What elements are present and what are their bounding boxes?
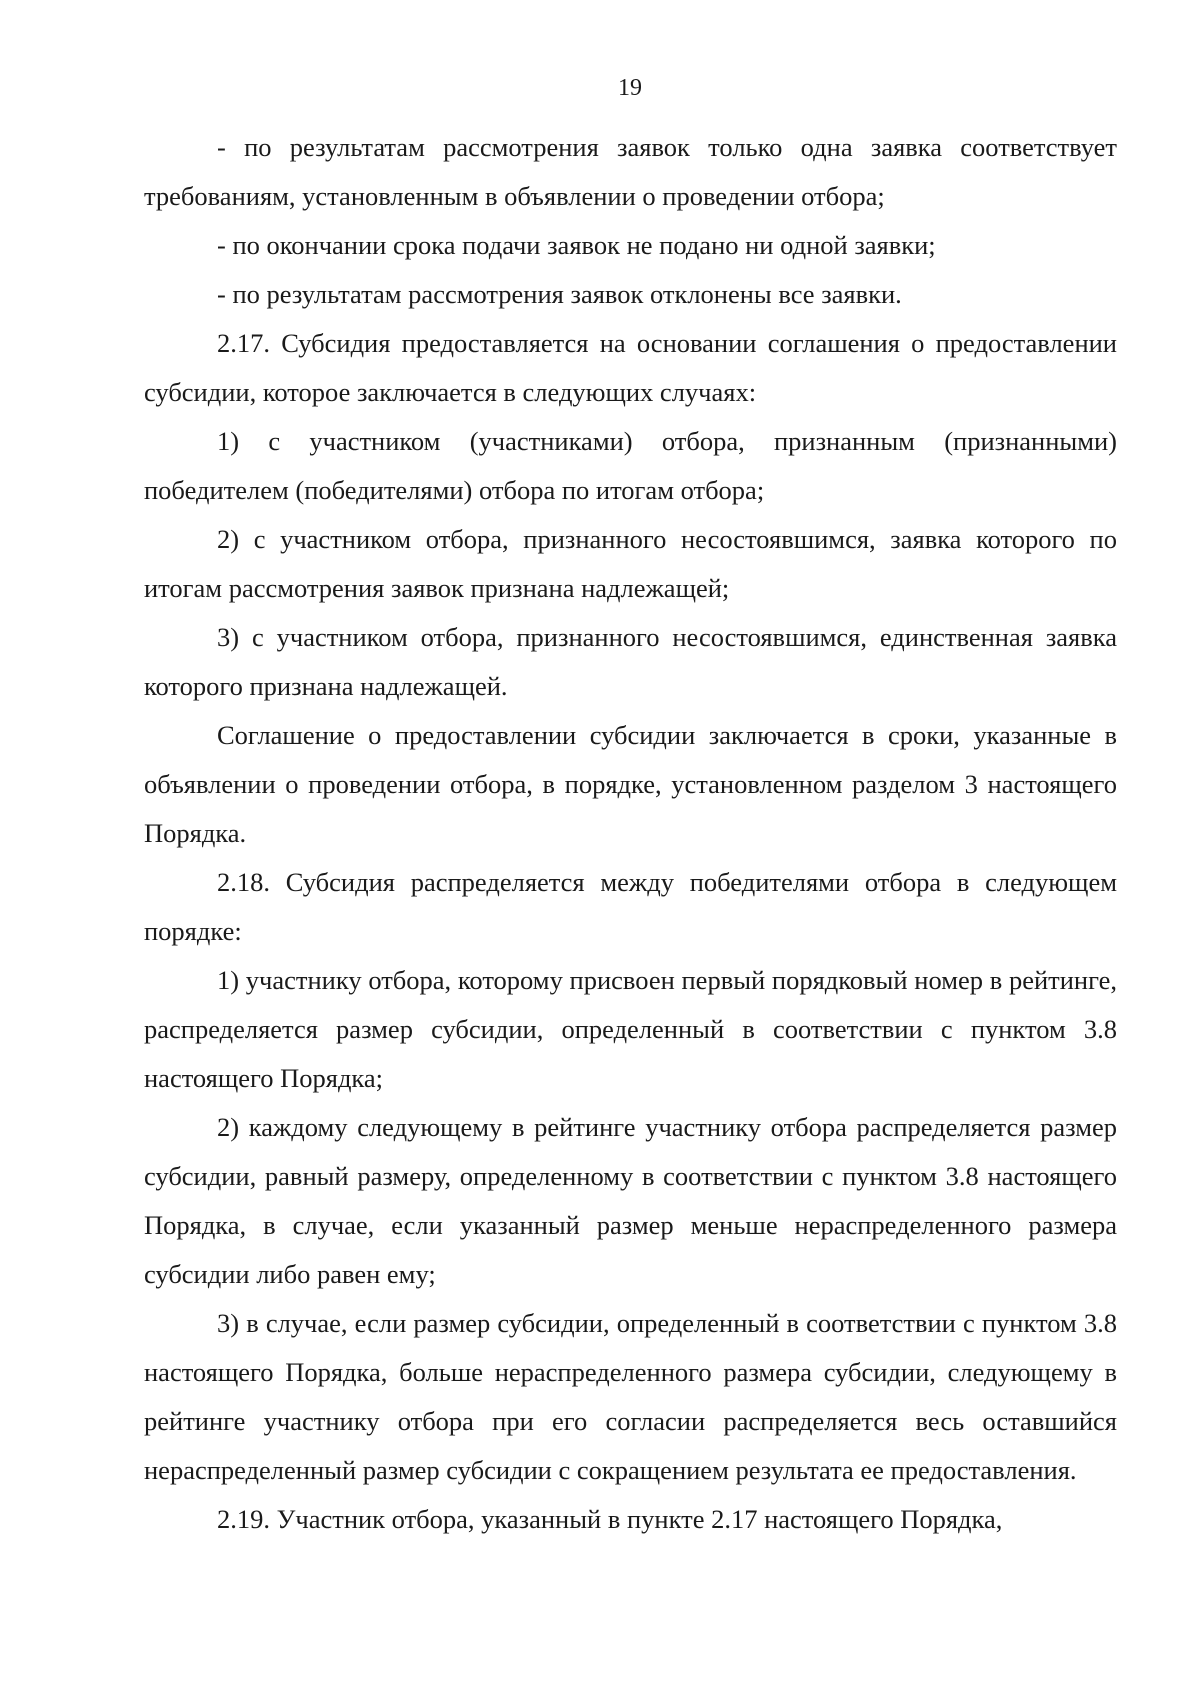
paragraph: - по результатам рассмотрения заявок отклонены все заявки. — [217, 279, 902, 309]
paragraph: 3) в случае, если размер субсидии, определенный в соответствии с пунктом 3.8 настоящего Порядка, больше нераспределенного размера субсидии, следующему в рейтинге участнику отбора при его согласии распределяется весь оставшийся нераспределенный размер субсидии с сокращением результата ее предоставления. — [144, 1308, 1117, 1485]
paragraph: 3) с участником отбора, признанного несостоявшимся, единственная заявка которого признана надлежащей. — [144, 622, 1117, 701]
paragraph: 2.18. Субсидия распределяется между победителями отбора в следующем порядке: — [144, 867, 1117, 946]
paragraph: 2.19. Участник отбора, указанный в пункте 2.17 настоящего Порядка, — [217, 1504, 1003, 1534]
paragraph: - по результатам рассмотрения заявок только одна заявка соответствует требованиям, установленным в объявлении о проведении отбора; — [144, 132, 1117, 211]
paragraph: - по окончании срока подачи заявок не подано ни одной заявки; — [217, 230, 936, 260]
paragraph: 2.17. Субсидия предоставляется на основании соглашения о предоставлении субсидии, которое заключается в следующих случаях: — [144, 328, 1117, 407]
paragraph: 2) каждому следующему в рейтинге участнику отбора распределяется размер субсидии, равный размеру, определенному в соответствии с пунктом 3.8 настоящего Порядка, в случае, если указанный размер меньше нераспределенного размера субсидии либо равен ему; — [144, 1112, 1117, 1289]
document-body — [144, 123, 1117, 1544]
page-number: 19 — [618, 75, 642, 101]
paragraph: 1) участнику отбора, которому присвоен первый порядковый номер в рейтинге, распределяется размер субсидии, определенный в соответствии с пунктом 3.8 настоящего Порядка; — [144, 965, 1117, 1093]
paragraph: 2) с участником отбора, признанного несостоявшимся, заявка которого по итогам рассмотрения заявок признана надлежащей; — [144, 524, 1117, 603]
paragraph: Соглашение о предоставлении субсидии заключается в сроки, указанные в объявлении о проведении отбора, в порядке, установленном разделом 3 настоящего Порядка. — [144, 720, 1117, 848]
paragraph: 1) с участником (участниками) отбора, признанным (признанными) победителем (победителями) отбора по итогам отбора; — [144, 426, 1117, 505]
